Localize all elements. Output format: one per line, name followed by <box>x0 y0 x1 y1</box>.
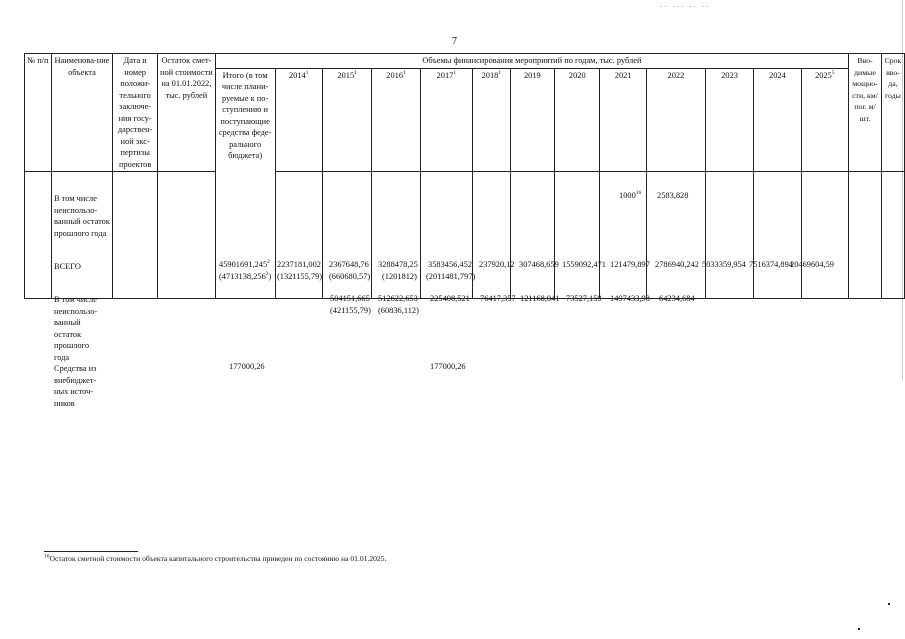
cell-unused-total-2020: 73527,159 <box>566 294 602 303</box>
cell-total-itogo-federal: (4713138,256$^2$) <box>219 271 272 281</box>
cell-total-2016-federal: (1201812) <box>382 272 417 281</box>
cell-unused-total-2019: 121168,041 <box>520 294 560 303</box>
cell-unused-total-2022: 64234,684 <box>659 294 695 303</box>
row-label-total: ВСЕГО <box>54 262 81 271</box>
header-year-2020: 2020 <box>555 68 600 172</box>
header-expertise-date: Дата и номер положи-тельного заключе-ния госу-дарствен-ной экс-пертизы проектов <box>113 54 158 172</box>
cell-total-2014: 2237181,002 <box>277 260 321 269</box>
cell-total-2025: 20469604,59 <box>790 260 834 269</box>
cell-unused-2021: 1000$^{16}$ <box>619 190 642 200</box>
cell-unused-total-2015: 504151,665 <box>330 294 370 303</box>
header-num: № п/п <box>25 54 52 172</box>
page-top-marks: ‑‑ ‑‑‑ ‑‑ ‑‑ <box>660 2 711 10</box>
cell-total-2016: 3288478,25 <box>378 260 418 269</box>
cell-total-2018: 237920,12 <box>479 260 515 269</box>
header-year-2024: 2024 <box>754 68 801 172</box>
header-term: Срок вво-да, годы <box>881 54 904 172</box>
footnote-rule <box>44 551 138 552</box>
cell-unused-total-2018: 76417,357 <box>480 294 516 303</box>
cell-total-2023: 5033359,954 <box>702 260 746 269</box>
cell-total-2017: 3583456,452 <box>428 260 472 269</box>
cell-unused-total-2021: 1497433,98 <box>610 294 650 303</box>
header-year-2018: 2018$^1$ <box>473 68 511 172</box>
cell-unused-total-2016: 512622,653 <box>378 294 418 303</box>
header-year-2019: 2019 <box>510 68 554 172</box>
cell-unused-total-2015-federal: (421155,79) <box>330 306 371 315</box>
header-year-2021: 2021 <box>600 68 646 172</box>
header-total-itogo: Итого (в том числе плани-руемые к по-ступлению и поступающие средства феде-рального бюджета) <box>215 68 275 299</box>
row-label-unused-balance-total: В том числе неиспользо-ванный остаток прошлого года <box>54 295 98 362</box>
header-year-2017: 2017$^1$ <box>420 68 472 172</box>
footnote-16: $^{16}$Остаток сметной стоимости объекта капитального строительства приведен по состоянию на 01.01.2025. <box>44 553 387 563</box>
cell-total-2020: 1559092,471 <box>562 260 606 269</box>
cell-total-2017-federal: (2011481,797) <box>426 272 476 281</box>
row-label-offbudget-sources: Средства из внебюджет-ных источ-ников <box>54 364 97 408</box>
cell-unused-total-2017: 225408,521 <box>430 294 470 303</box>
header-object-name: Наименова-ние объекта <box>51 54 113 172</box>
cell-total-2022: 2786940,242 <box>655 260 699 269</box>
header-year-2023: 2023 <box>705 68 753 172</box>
cell-unused-total-2016-federal: (60836,112) <box>378 306 419 315</box>
header-year-2014: 2014$^1$ <box>275 68 322 172</box>
header-year-2025: 2025$^5$ <box>801 68 848 172</box>
cell-total-2019: 307468,659 <box>519 260 559 269</box>
scan-speck <box>888 603 890 605</box>
cell-total-2015: 2367648,76 <box>329 260 369 269</box>
header-capacity: Вво-димые мощно-сти, км/пог. м/шт. <box>849 54 882 172</box>
header-balance: Остаток смет-ной стоимости на 01.01.2022, тыс. рублей <box>158 54 216 172</box>
cell-total-itogo: 45901691,245$^2$ <box>219 259 270 269</box>
header-year-2015: 2015$^1$ <box>322 68 371 172</box>
cell-total-2021: 121479,897 <box>610 260 650 269</box>
cell-unused-2022: 2583,828 <box>657 191 689 200</box>
header-year-2022: 2022 <box>646 68 705 172</box>
page-number: 7 <box>452 36 457 47</box>
cell-offbudget-2017: 177000,26 <box>430 362 466 371</box>
cell-total-2014-federal: (1321155,79) <box>277 272 323 281</box>
header-funding-volumes: Объемы финансирования мероприятий по годам, тыс. рублей <box>215 54 848 69</box>
scan-speck <box>858 628 860 630</box>
row-label-unused-balance-prev: В том числе неиспользо-ванный остаток прошлого года <box>54 194 110 238</box>
cell-total-2015-federal: (660680,57) <box>329 272 371 281</box>
cell-total-2024: 7516374,894 <box>749 260 793 269</box>
cell-offbudget-itogo: 177000,26 <box>229 362 265 371</box>
header-year-2016: 2016$^1$ <box>372 68 420 172</box>
